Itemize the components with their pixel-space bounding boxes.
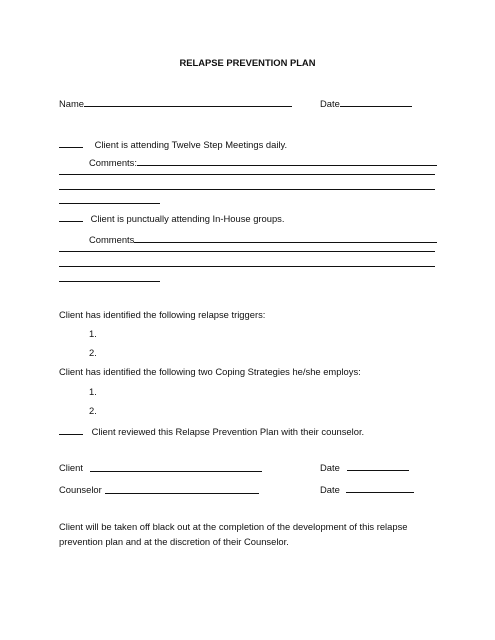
counselor-signature-field[interactable] [105,485,259,494]
comments-label: Comments: [89,157,137,168]
comments-field[interactable] [134,234,437,243]
counselor-date-field[interactable] [346,484,414,493]
check-blank[interactable] [59,426,83,435]
review-row [59,426,364,437]
comments-row [89,157,437,168]
page-title: RELAPSE PREVENTION PLAN [179,57,316,68]
checklist-item-meetings [59,139,287,150]
name-field-row [59,98,292,109]
comments-line[interactable] [59,266,435,267]
coping-number: 1. [89,386,97,397]
counselor-signature-label: Counselor [59,484,102,495]
trigger-number: 2. [89,347,97,358]
comments-line[interactable] [59,203,160,204]
footer-paragraph: Client will be taken off black out at the completion of the development of this relapse prevention plan and at the discretion of their Counselor. [59,521,408,547]
counselor-date-row [320,484,414,495]
comments-field[interactable] [137,157,437,166]
comments-line[interactable] [59,189,435,190]
comments-line[interactable] [59,281,160,282]
checklist-item-text: Client is attending Twelve Step Meetings daily. [94,139,288,150]
comments-row [89,234,437,245]
date-label: Date [320,98,340,109]
client-date-label: Date [320,462,340,473]
client-signature-label: Client [59,462,83,473]
date-field-row [320,98,412,109]
check-blank[interactable] [59,213,83,222]
name-label: Name [59,98,85,109]
checklist-item-groups [59,213,284,224]
name-field[interactable] [84,98,292,107]
checklist-item-text: Client is punctually attending In-House groups. [90,213,285,224]
triggers-heading: Client has identified the following relapse triggers: [59,309,266,320]
coping-heading: Client has identified the following two Coping Strategies he/she employs: [59,366,361,377]
review-text: Client reviewed this Relapse Prevention Plan with their counselor. [91,426,365,437]
counselor-date-label: Date [320,484,340,495]
check-blank[interactable] [59,139,83,148]
client-date-field[interactable] [347,462,409,471]
comments-line[interactable] [59,251,435,252]
comments-line[interactable] [59,174,435,175]
trigger-number: 1. [89,328,97,339]
date-field[interactable] [340,98,412,107]
coping-number: 2. [89,405,97,416]
client-signature-field[interactable] [90,463,262,472]
client-date-row [320,462,409,473]
comments-label: Comments [89,234,135,245]
